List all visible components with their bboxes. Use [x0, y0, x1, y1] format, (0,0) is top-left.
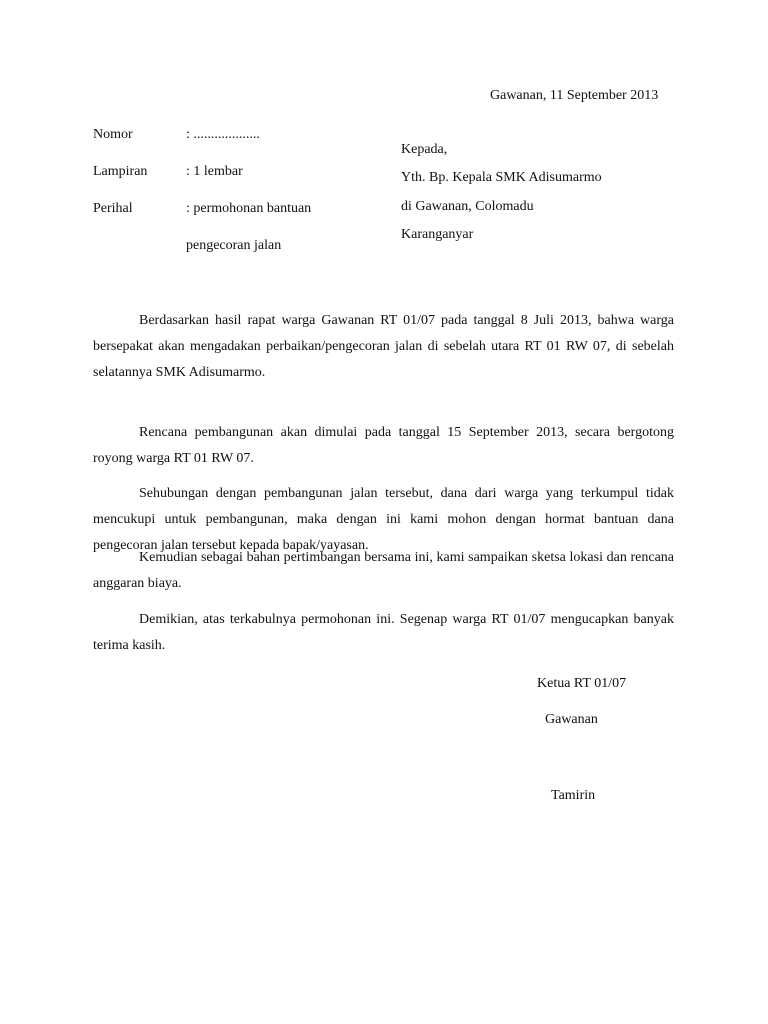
lampiran-value: : 1 lembar	[186, 164, 243, 179]
perihal-value-continued: pengecoran jalan	[186, 238, 282, 253]
recipient-location: di Gawanan, Colomadu	[401, 199, 534, 214]
recipient-city: Karanganyar	[401, 227, 474, 242]
recipient-name: Yth. Bp. Kepala SMK Adisumarmo	[401, 170, 602, 185]
signature-name: Tamirin	[551, 788, 596, 803]
perihal-value: : permohonan bantuan	[186, 201, 312, 216]
nomor-value: : ...................	[186, 127, 260, 142]
recipient-greeting: Kepada,	[401, 142, 448, 157]
place-date: Gawanan, 11 September 2013	[490, 88, 659, 103]
body-paragraph-1: Berdasarkan hasil rapat warga Gawanan RT 01/07 pada tanggal 8 Juli 2013, bahwa warga bersepakat akan mengadakan perbaikan/pengecoran jalan di sebelah utara RT 01 RW 07, di sebelah selatannya SMK Adisumarmo.	[93, 313, 674, 380]
nomor-label: Nomor	[93, 127, 133, 142]
signature-title: Ketua RT 01/07	[537, 676, 627, 691]
body-paragraph-4: Kemudian sebagai bahan pertimbangan bersama ini, kami sampaikan sketsa lokasi dan rencana anggaran biaya.	[93, 550, 674, 591]
perihal-label: Perihal	[93, 201, 133, 216]
body-paragraph-3: Sehubungan dengan pembangunan jalan tersebut, dana dari warga yang terkumpul tidak mencukupi untuk pembangunan, maka dengan ini kami mohon dengan hormat bantuan dana pengecoran jalan tersebut kepada bapak/yayasan.	[93, 486, 674, 553]
body-paragraph-5: Demikian, atas terkabulnya permohonan ini. Segenap warga RT 01/07 mengucapkan banyak terima kasih.	[93, 612, 674, 653]
lampiran-label: Lampiran	[93, 164, 148, 179]
signature-place: Gawanan	[545, 712, 598, 727]
body-paragraph-2: Rencana pembangunan akan dimulai pada tanggal 15 September 2013, secara bergotong royong warga RT 01 RW 07.	[93, 425, 674, 466]
